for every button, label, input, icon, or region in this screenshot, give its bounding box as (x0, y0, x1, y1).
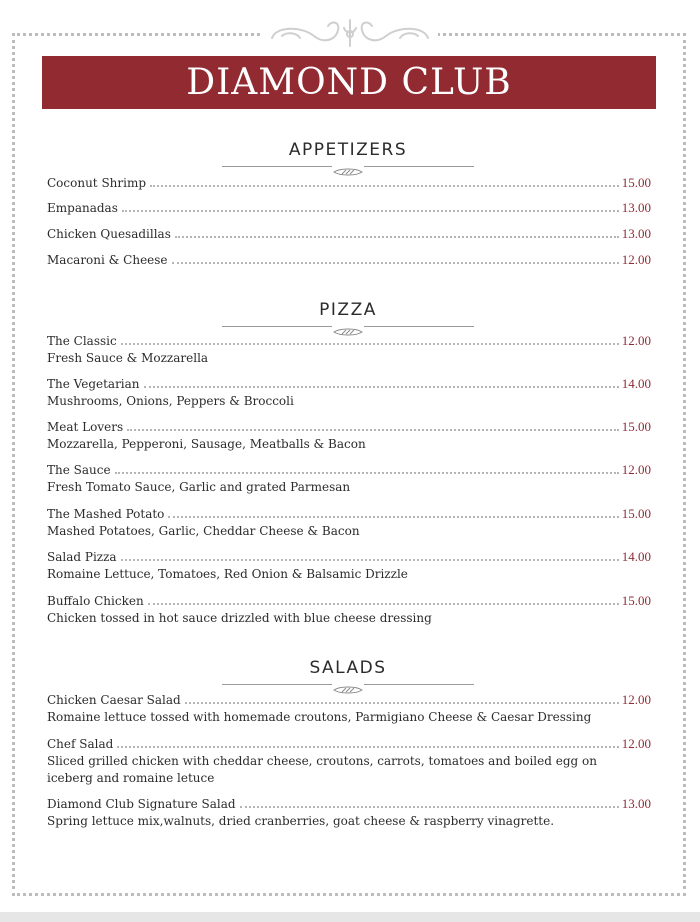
dot-leader (127, 428, 619, 431)
dot-leader (150, 184, 619, 187)
flourish-ornament-icon (262, 16, 438, 50)
item-description: Mushrooms, Onions, Peppers & Broccoli (47, 394, 294, 408)
item-description: Sliced grilled chicken with cheddar cheese, croutons, carrots, tomatoes and boiled egg on iceberg and romaine letuce (47, 754, 597, 785)
menu-item (47, 549, 651, 583)
divider-flourish-icon (332, 323, 364, 331)
item-description: Romaine lettuce tossed with homemade croutons, Parmigiano Cheese & Caesar Dressing (47, 710, 592, 724)
menu-item (47, 736, 651, 787)
item-name: The Sauce (47, 463, 111, 477)
item-description: Romaine Lettuce, Tomatoes, Red Onion & Balsamic Drizzle (47, 567, 408, 581)
dot-leader (144, 385, 619, 388)
section-divider (222, 323, 474, 331)
item-name: Chicken Caesar Salad (47, 693, 181, 707)
item-price: 14.00 (621, 549, 651, 564)
item-price: 13.00 (621, 226, 651, 241)
menu-item (47, 376, 651, 410)
dot-leader (172, 261, 619, 264)
item-name: Meat Lovers (47, 420, 124, 434)
dot-leader (185, 701, 619, 704)
dot-leader (240, 805, 619, 808)
item-price: 12.00 (621, 692, 651, 707)
item-name: Buffalo Chicken (47, 594, 144, 608)
dot-leader (121, 342, 619, 345)
menu-item (47, 796, 651, 830)
item-name: The Mashed Potato (47, 507, 165, 521)
item-name: Salad Pizza (47, 550, 117, 564)
item-price: 13.00 (621, 200, 651, 215)
item-description: Spring lettuce mix,walnuts, dried cranberries, goat cheese & raspberry vinagrette. (47, 814, 555, 828)
item-name: Chicken Quesadillas (47, 227, 171, 241)
menu-item (47, 175, 651, 191)
item-price: 12.00 (621, 333, 651, 348)
section-title: APPETIZERS (288, 140, 408, 160)
menu-item (47, 462, 651, 496)
item-price: 15.00 (621, 593, 651, 608)
divider-flourish-icon (332, 163, 364, 171)
item-name: Empanadas (47, 201, 118, 215)
section-header-pizza (222, 300, 474, 331)
item-price: 12.00 (621, 736, 651, 751)
item-price: 12.00 (621, 252, 651, 267)
section-title: PIZZA (319, 300, 377, 320)
item-price: 14.00 (621, 376, 651, 391)
section-divider (222, 681, 474, 689)
dot-leader (115, 471, 619, 474)
dot-leader (122, 209, 619, 212)
item-description: Mashed Potatoes, Garlic, Cheddar Cheese & Bacon (47, 524, 360, 538)
dot-leader (148, 602, 619, 605)
item-price: 15.00 (621, 419, 651, 434)
item-name: Macaroni & Cheese (47, 253, 168, 267)
page-bottom-edge (0, 912, 700, 922)
item-name: Chef Salad (47, 737, 114, 751)
menu-item (47, 506, 651, 540)
dot-leader (175, 235, 619, 238)
title-banner (42, 56, 656, 109)
section-header-salads (222, 658, 474, 689)
menu-item (47, 252, 651, 268)
section-divider (222, 163, 474, 171)
dot-leader (168, 515, 618, 518)
restaurant-title: DIAMOND CLUB (186, 61, 512, 103)
menu-item (47, 226, 651, 242)
menu-item (47, 200, 651, 216)
menu-item (47, 692, 651, 726)
divider-flourish-icon (332, 681, 364, 689)
item-description: Chicken tossed in hot sauce drizzled with blue cheese dressing (47, 611, 432, 625)
item-description: Fresh Tomato Sauce, Garlic and grated Parmesan (47, 480, 351, 494)
menu-item (47, 419, 651, 453)
menu-item (47, 333, 651, 367)
item-name: The Classic (47, 334, 117, 348)
section-header-appetizers (222, 140, 474, 171)
item-price: 15.00 (621, 175, 651, 190)
item-name: The Vegetarian (47, 377, 140, 391)
item-description: Mozzarella, Pepperoni, Sausage, Meatballs & Bacon (47, 437, 366, 451)
item-price: 12.00 (621, 462, 651, 477)
dot-leader (121, 558, 619, 561)
item-name: Diamond Club Signature Salad (47, 797, 236, 811)
item-name: Coconut Shrimp (47, 176, 147, 190)
menu-item (47, 593, 651, 627)
item-description: Fresh Sauce & Mozzarella (47, 351, 209, 365)
item-price: 13.00 (621, 796, 651, 811)
item-price: 15.00 (621, 506, 651, 521)
section-title: SALADS (309, 658, 387, 678)
dot-leader (117, 745, 618, 748)
